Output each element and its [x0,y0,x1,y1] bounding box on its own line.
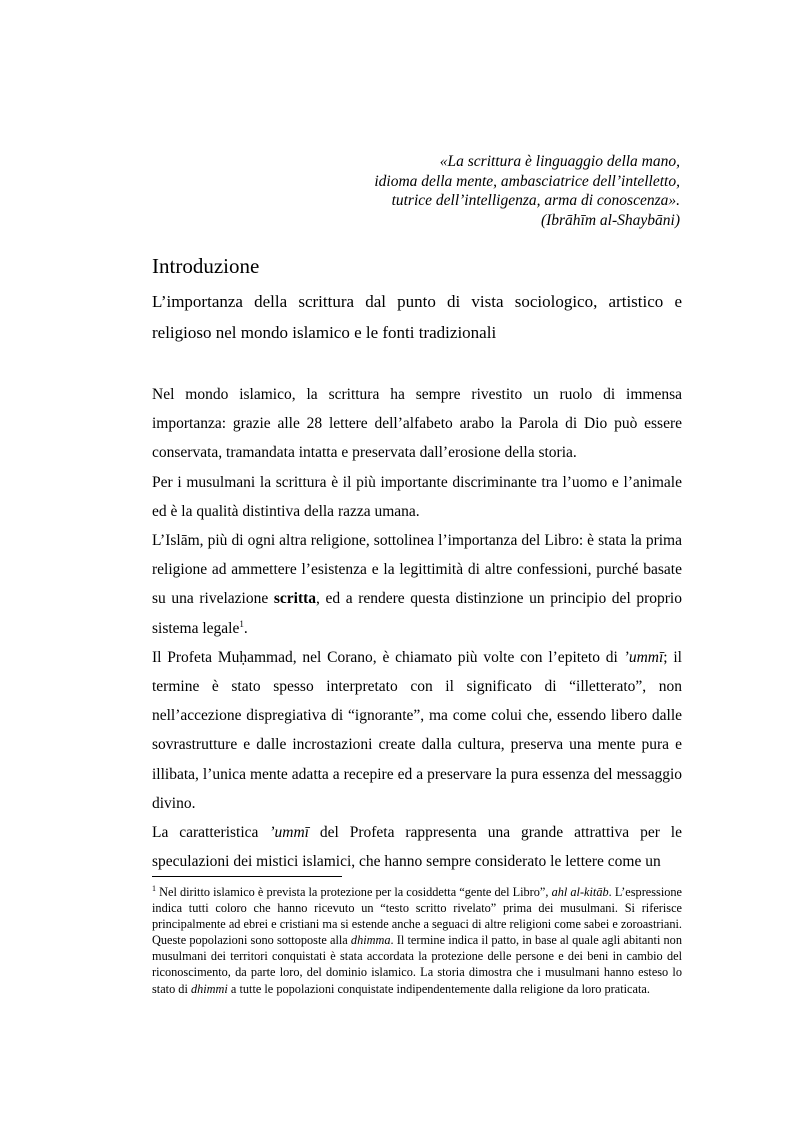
footnote-text: . Il termine indica il patto, in base al quale agli abitanti non musulmani dei territori conquistati è stata accordata la protezione delle persone e dei beni in cambio del riconoscimento, da parte loro, del dominio islamico. La storia dimostra che i musulmani hanno esteso lo stato di [152,933,682,996]
footnote-italic: ahl al-kitāb [551,885,609,899]
footnote-text: . L’espressione indica tutti coloro che hanno ricevuto un “testo scritto rivelato” prima dei musulmani. Si riferisce principalmente ad ebrei e cristiani ma si estende anche a seguaci di altre religioni come sabei e zoroastriani. Queste popolazioni sono sottoposte alla [152,885,682,948]
emphasis-bold: scritta [273,590,317,608]
section-subheading: L’importanza della scrittura dal punto di vista sociologico, artistico e religioso nel mondo islamico e le fonti tradizionali [152,292,682,342]
footnote-text: a tutte le popolazioni conquistate indipendentemente dalla religione da loro praticata. [227,981,650,996]
emphasis-italic: ’ummī [269,824,309,842]
paragraph [152,468,682,526]
footnote-reference: 1 [239,618,244,629]
epigraph-line: idioma della mente, ambasciatrice dell’intelletto, [374,172,680,190]
footnote-italic: dhimma [350,933,391,948]
paragraph-text: del Profeta rappresenta una grande attrattiva per le speculazioni dei mistici islamici, che hanno sempre considerato le lettere come un [152,824,682,871]
body-text [152,380,682,876]
paragraph [152,380,682,468]
emphasis-italic: ’ummī [623,648,664,666]
epigraph-line: tutrice dell’intelligenza, arma di conoscenza». [391,192,680,209]
paragraph-text: Nel mondo islamico, la scrittura ha sempre rivestito un ruolo di immensa importanza: grazie alle 28 lettere dell’alfabeto arabo la Parola di Dio può essere conservata, tramandata intatta e preservata dall’erosione della storia. [152,386,682,462]
paragraph-text: Per i musulmani la scrittura è il più importante discriminante tra l’uomo e l’animale ed è la qualità distintiva della razza umana. [152,473,682,520]
footnote-italic: dhimmi [190,981,228,996]
paragraph [152,526,682,643]
paragraph [152,643,682,818]
chapter-heading: Introduzione [152,254,260,278]
paragraph-text: Il Profeta Muḥammad, nel Corano, è chiamato più volte con l’epiteto di [152,648,624,666]
footnote-text: Nel diritto islamico è prevista la protezione per la cosiddetta “gente del Libro”, [156,885,552,899]
epigraph [374,152,680,230]
epigraph-line: «La scrittura è linguaggio della mano, [439,153,680,170]
paragraph-text: L’Islām, più di ogni altra religione, sottolinea l’importanza del Libro: è stata la prima religione ad ammettere l’esistenza e la legittimità di altre confessioni, purché basate su una rivelazione [152,532,682,608]
paragraph-text: ; il termine è stato spesso interpretato con il significato di “illetterato”, non nell’accezione dispregiativa di “ignorante”, ma come colui che, essendo libero dalle sovrastrutture e dalle incrostazioni create dalla cultura, preserva una mente pura e illibata, l’unica mente adatta a recepire ed a preservare la pura essenza del messaggio divino. [152,648,682,812]
footnote-number: 1 [152,883,156,893]
epigraph-attribution: (Ibrāhīm al-Shaybāni) [540,211,680,229]
footnote-separator [152,876,342,877]
footnote [152,884,682,997]
paragraph [152,818,682,876]
paragraph-text: . [243,619,248,637]
paragraph-text: La caratteristica [152,824,270,842]
paragraph-text: , ed a rendere questa distinzione un principio del proprio sistema legale [152,590,682,637]
